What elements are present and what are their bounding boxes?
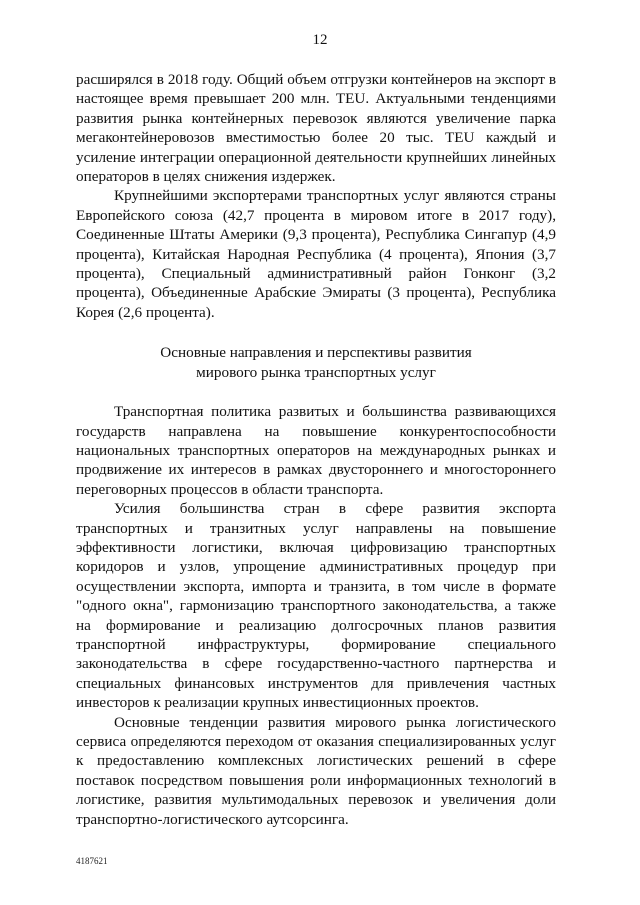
- paragraph-transport-policy: Транспортная политика развитых и большинства развивающихся государств направлена на повышение конкурентоспособности национальных транспортных операторов на международных рынках и продвижение их интересов в рамках двустороннего и многостороннего переговорных процессов в области транспорта.: [76, 403, 556, 498]
- paragraph-container-volume: расширялся в 2018 году. Общий объем отгрузки контейнеров на экспорт в настоящее время превышает 200 млн. TEU. Актуальными тенденциями развития рынка контейнерных перевозок являются увеличение парка мегаконтейнеровозов вместимостью более 20 тыс. TEU каждый и усиление интеграции операционной деятельности крупнейших линейных операторов в целях снижения издержек.: [76, 71, 556, 186]
- section-heading-line-2: мирового рынка транспортных услуг: [196, 363, 436, 381]
- section-heading-line-1: Основные направления и перспективы развития: [160, 344, 472, 362]
- paragraph-logistics-trends: Основные тенденции развития мирового рынка логистического сервиса определяются переходом от оказания специализированных услуг к предоставлению комплексных логистических решений в сфере поставок посредством повышения роли информационных технологий в логистике, развития мультимодальных перевозок и увеличения доли транспортно-логистического аутсорсинга.: [76, 713, 556, 828]
- section-heading: [76, 343, 556, 382]
- footer-document-code: 4187621: [76, 856, 108, 866]
- paragraph-top-exporters: Крупнейшими экспортерами транспортных услуг являются страны Европейского союза (42,7 процента в мировом итоге в 2017 году), Соединенные Штаты Америки (9,3 процента), Республика Сингапур (4,9 процента), Китайская Народная Республика (4 процента), Япония (3,7 процента), Специальный административный район Гонконг (3,2 процента), Объединенные Арабские Эмираты (3 процента), Республика Корея (2,6 процента).: [76, 187, 556, 321]
- document-body: [76, 70, 556, 829]
- page-number: 12: [312, 32, 328, 48]
- paragraph-export-efforts: Усилия большинства стран в сфере развития экспорта транспортных и транзитных услуг направлены на повышение эффективности логистики, включая цифровизацию транспортных коридоров и узлов, упрощение административных процедур при осуществлении экспорта, импорта и транзита, в том числе в формате "одного окна", гармонизацию транспортного законодательства, а также на формирование и реализацию долгосрочных планов развития транспортной инфраструктуры, формирование специального законодательства в сфере государственно-частного партнерства и специальных финансовых инструментов для привлечения частных инвесторов к реализации крупных инвестиционных проектов.: [76, 500, 556, 712]
